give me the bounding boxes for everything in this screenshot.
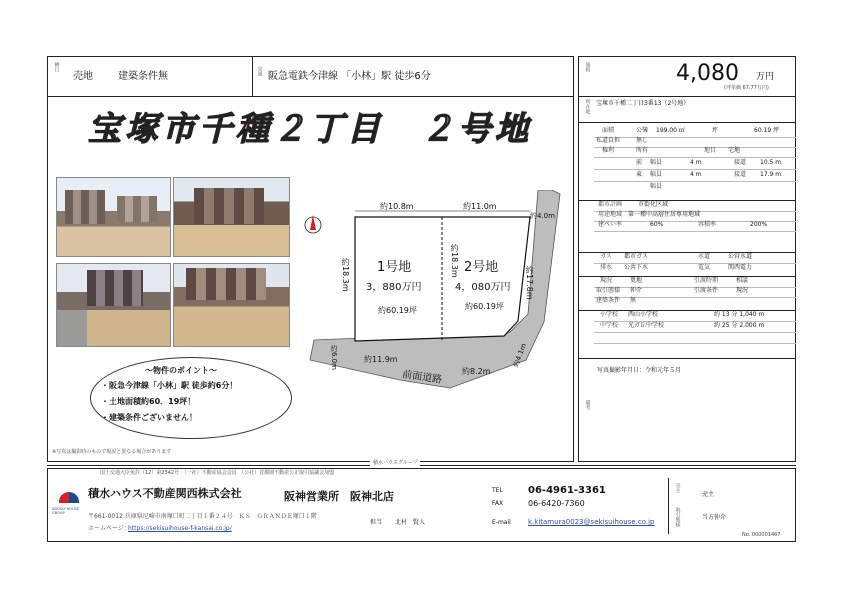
law-grid	[594, 201, 796, 251]
current-label: 現況	[600, 277, 613, 284]
other-label: 私道負担	[596, 137, 621, 144]
road1-contact-label: 接道	[734, 159, 747, 166]
road-row-3	[594, 183, 796, 193]
facility-row-1	[594, 253, 796, 264]
elec-value: 関西電力	[728, 264, 753, 271]
lot2-price: 4，080万円	[455, 282, 511, 293]
traffic-label: 交通	[256, 66, 263, 76]
seller-value: 売主	[702, 491, 715, 498]
sewer-label: 排水	[600, 264, 613, 271]
jhs-value: 光ガ丘中学校	[628, 322, 665, 329]
other-value: 無し	[636, 137, 649, 144]
area-value: 199.00 ㎡	[656, 127, 685, 134]
lot1-area: 約60.19坪	[378, 306, 417, 315]
school-row-3	[594, 333, 796, 344]
jhs-dist: 約 25 分 2,000 m	[714, 322, 765, 329]
footer-group-line	[47, 465, 796, 466]
dim-bottom3: 約4.1m	[511, 342, 529, 369]
delivery-label: 引渡条件	[694, 287, 719, 294]
current-value: 更地	[630, 277, 643, 284]
status-grid	[594, 277, 796, 309]
points-item-1: ・阪急今津線「小林」駅 徒歩約6分！	[101, 381, 238, 390]
price-label: 価格	[584, 62, 591, 72]
road2-width-label: 幅員	[650, 171, 663, 178]
company-name: 積水ハウス不動産関西株式会社	[88, 487, 242, 500]
gas-value: 都市ガス	[624, 253, 649, 260]
lot2-area: 約60.19坪	[465, 302, 504, 311]
dim-corner: 約4.0m	[530, 212, 555, 220]
price-value: 4,080	[676, 61, 739, 86]
seller-sub: 取引態様	[674, 507, 681, 527]
land-row-right	[594, 147, 796, 158]
jhs-label: 中学校	[600, 322, 619, 329]
handover-label: 引渡時期	[694, 277, 719, 284]
footer-address: 〒661-0012 兵庫県尼崎市南塚口町二丁目１番２４号 ＫＳ ＧＲＡＮＤＥ塚口１階	[88, 513, 317, 520]
law-value-2: 第一種中高層住居専用地域	[628, 211, 701, 218]
photo-2	[173, 177, 290, 257]
location-label: 所在地	[584, 99, 591, 114]
dim-right: 約17.8m	[525, 266, 534, 300]
office-name: 阪神営業所 阪神北店	[284, 490, 394, 503]
photo-2-house	[194, 188, 264, 224]
photo-1-house2	[117, 196, 157, 222]
gas-label: ガス	[600, 253, 613, 260]
staff-value: 北村 賢人	[395, 519, 426, 526]
homepage-label: ホームページ：	[88, 525, 130, 532]
photo-3-road	[57, 310, 87, 346]
location-value: 宝塚市千種二丁目3番13（2号地）	[596, 100, 690, 107]
photo-1-house	[65, 190, 105, 224]
law-value-1: 市街化区域	[638, 201, 669, 208]
photo-3	[56, 263, 171, 347]
right-label: 権利	[602, 147, 615, 154]
delivery-value: 現況	[736, 287, 749, 294]
tsubo-label: 坪	[712, 127, 719, 134]
chimoku-value: 宅地	[728, 147, 741, 154]
homepage-link[interactable]: https://sekisuihouse-f-kansai.co.jp/	[128, 525, 232, 532]
schools-grid	[594, 311, 796, 357]
elem-label: 小学校	[600, 311, 619, 318]
lot1-name: 1号地	[377, 260, 412, 275]
road2-width: 4 m	[690, 171, 702, 178]
road-row-2	[594, 171, 796, 182]
email-label: E-mail	[492, 519, 511, 526]
header-divider	[252, 56, 253, 96]
property-title: 宝塚市千種２丁目 ２号地	[88, 109, 532, 148]
photo-4	[173, 263, 290, 347]
sewer-value: 公共下水	[624, 264, 649, 271]
elem-value: 西山小学校	[628, 311, 659, 318]
water-label: 水道	[698, 253, 711, 260]
land-grid	[594, 127, 796, 199]
road1-contact: 10.5 m	[760, 159, 782, 166]
price-unit: 万円	[756, 72, 775, 82]
transaction-value: 仲介	[630, 287, 643, 294]
dim-bottom2: 約8.2m	[462, 367, 491, 376]
area-label: 面積	[602, 127, 615, 134]
fax-label: FAX	[492, 500, 504, 507]
water-value: 公営水道	[728, 253, 753, 260]
area-type: 公簿	[636, 127, 649, 134]
points-item-3: ・建築条件ございません！	[101, 413, 197, 422]
dim-road: 約6.0m	[330, 345, 338, 370]
school-row-1	[594, 311, 796, 322]
lot2-name: 2号地	[464, 260, 499, 275]
points-title: ～物件のポイント～	[145, 366, 217, 375]
logo-text: SEKISUI HOUSE GROUP	[52, 507, 80, 516]
dim-mid: 約18.3m	[450, 244, 459, 278]
road-label: 前面道路	[401, 369, 443, 386]
dim-top2: 約11.0m	[463, 202, 497, 211]
road2-contact: 17.9 m	[760, 171, 782, 178]
road1-dir: 前	[636, 159, 643, 166]
elem-dist: 約 13 分 1,040 m	[714, 311, 765, 318]
staff-label: 担当	[370, 519, 383, 526]
photo-4-house	[186, 268, 266, 300]
footer-group: 積水ハウスグループ	[370, 461, 420, 466]
tel-value: 06-4961-3361	[528, 485, 606, 496]
seller-divider	[668, 478, 669, 534]
road2-contact-label: 接道	[734, 171, 747, 178]
dim-left: 約18.3m	[341, 258, 350, 292]
seller-label: 売主	[674, 483, 681, 493]
agent-value: 当方仲介	[702, 514, 727, 521]
dim-top1: 約10.8m	[380, 202, 414, 211]
remarks-label: 備考	[584, 400, 591, 410]
school-row-2	[594, 322, 796, 333]
chimoku-label: 地目	[704, 147, 717, 154]
sekisui-logo-icon	[58, 486, 80, 504]
photo-3-house	[87, 270, 143, 306]
handover-value: 相談	[736, 277, 749, 284]
price-sub: (坪単価 67.77万円)	[724, 85, 769, 91]
road2-dir: 東	[636, 171, 643, 178]
email-link[interactable]: k.kitamura0023@sekisuihouse.co.jp	[528, 518, 655, 526]
status-row-3	[594, 297, 796, 307]
law-row-3	[594, 221, 796, 232]
law-label-2: 用途地域	[598, 211, 623, 218]
facilities-grid	[594, 253, 796, 275]
yoseki-label: 容積率	[698, 221, 717, 228]
condition-value: 建築条件無	[118, 71, 168, 82]
yoseki-value: 200%	[750, 221, 768, 228]
road1-width-label: 幅員	[650, 159, 663, 166]
remarks-value: 写真撮影年月日：令和元年５月	[597, 367, 682, 374]
right-value: 所有	[636, 147, 649, 154]
build-value: 無	[630, 297, 637, 304]
road-row-1	[594, 159, 796, 170]
traffic-value: 阪急電鉄今津線 「小林」駅 徒歩6分	[268, 71, 431, 82]
lot1-price: 3，880万円	[366, 282, 422, 293]
school-row-4	[594, 344, 796, 354]
law-label-1: 都市計画	[598, 201, 623, 208]
tel-label: TEL	[492, 487, 503, 494]
photo-note: ※写真は撮影時のもので現況と異なる場合があります	[52, 449, 172, 455]
elec-label: 電気	[698, 264, 711, 271]
tsubo-value: 60.19 坪	[754, 127, 780, 134]
points-item-2: ・土地面積約60．19坪！	[101, 397, 196, 406]
photo-1	[56, 177, 171, 257]
road1-width: 4 m	[690, 159, 702, 166]
doc-number: No. 000001467	[742, 532, 781, 538]
transaction-label: 取引態様	[596, 287, 621, 294]
facility-row-2	[594, 264, 796, 274]
fax-value: 06-6420-7360	[528, 499, 585, 508]
footer-license: 国土交通大臣免許（12）第2342号 （一社）不動産協会会員 （公社）首都圏不動産公正取引協議会加盟	[100, 470, 335, 476]
kenpei-label: 建ぺい率	[598, 221, 623, 228]
road3-width-label: 幅員	[650, 183, 663, 190]
type-label: 種目	[53, 62, 60, 72]
type-value: 売地	[73, 71, 93, 82]
dim-bottom1: 約11.9m	[364, 355, 398, 364]
kenpei-value: 60%	[650, 221, 664, 228]
build-label: 建築条件	[596, 297, 621, 304]
